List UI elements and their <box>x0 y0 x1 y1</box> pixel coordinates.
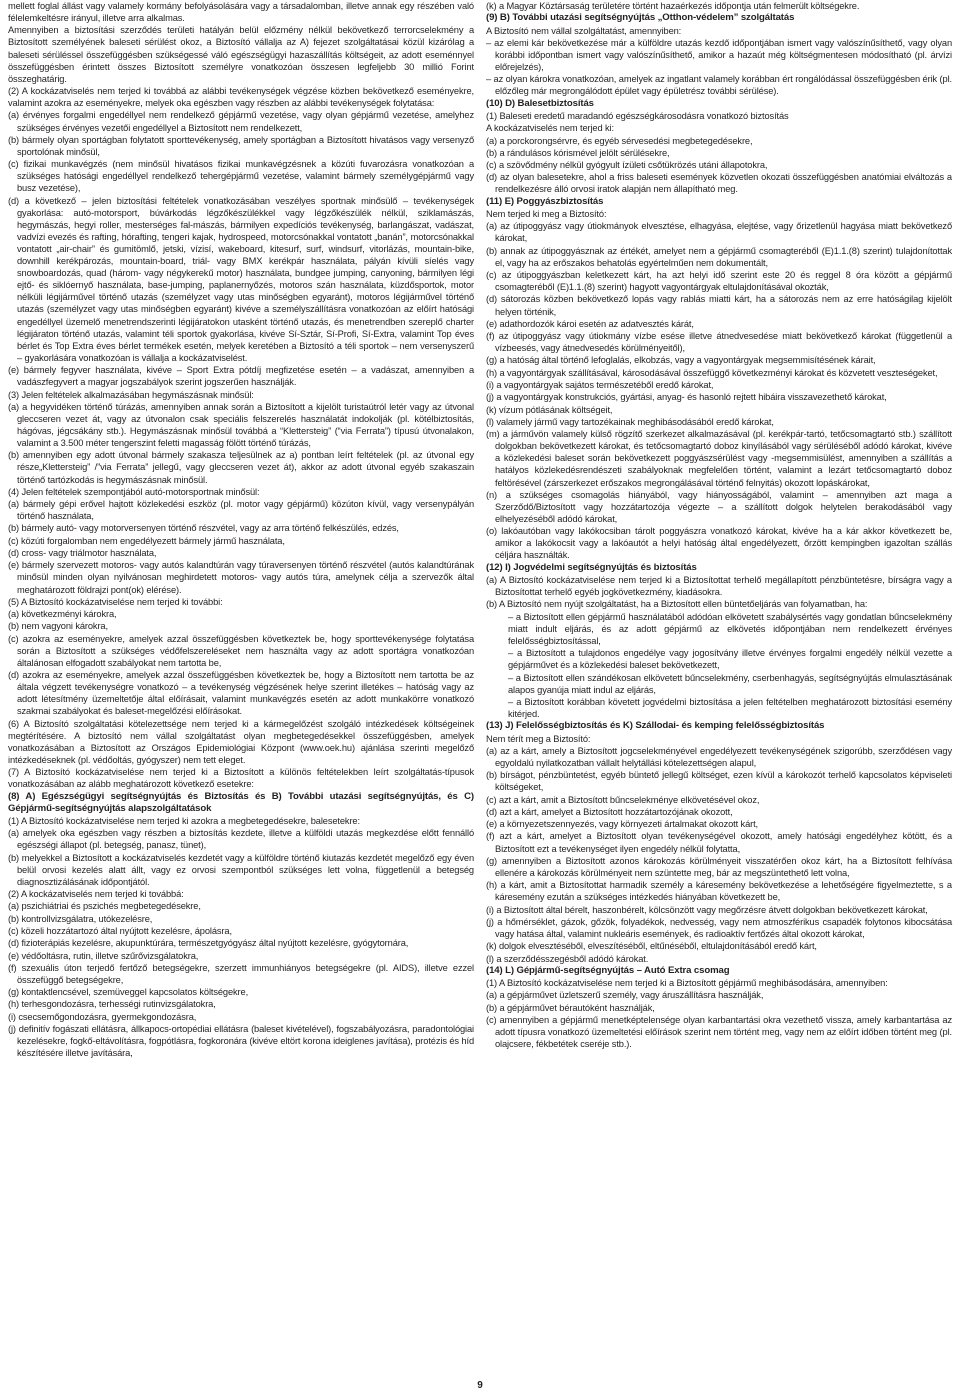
paragraph: (6) A Biztosító szolgáltatási kötelezettsége nem terjed ki a kármegelőzést szolgáló intézkedések költségeinek megtérítésére. A biztosító nem vállal szolgáltatást olyan megbetegedésekkel összefüggésben, amelyek vonatkozásában a Biztosított az Országos Epidemiológiai Központ (www.oek.hu) ajánlása szerinti megelőző intézkedéseknek (pl. védőoltás, gyógyszer) nem tett eleget. <box>8 718 474 765</box>
section-heading: (9) B) További utazási segítségnyújtás „Otthon-védelem” szolgáltatás <box>486 12 795 24</box>
paragraph: – az elemi kár bekövetkezése már a külföldre utazás kezdő időpontjában ismert vagy valószínűsíthető, vagy olyan korábbi időpontban ismert vagy valószínűsíthető, amikor a hazaút még költségmentesen módosítható (pl. árvízi előrejelzés), <box>486 37 952 73</box>
section-heading: (13) J) Felelősségbiztosítás és K) Szállodai- és kemping felelősségbiztosítás <box>486 720 825 732</box>
left-column <box>8 0 474 1059</box>
paragraph: (1) Baleseti eredetű maradandó egészségkárosodásra vonatkozó biztosítás <box>486 110 789 121</box>
paragraph: (b) annak az útipoggyásznak az értékét, amelyet nem a gépjármű csomagteréből (E)1.1.(8) szerint) tulajdonítottak el, vagy ha az erőszakos behatolás egyértelműen nem dokumentált, <box>486 245 952 268</box>
paragraph: (b) bármely olyan sportágban folytatott sporttevékenység, amely sportágban a Biztosított hivatásos vagy versenyző sportolónak minősül, <box>8 134 474 157</box>
paragraph: (c) fizikai munkavégzés (nem minősül hivatásos fizikai munkavégzésnek a közúti fuvarozásra vonatkozóan a szükséges hatósági engedéllyel rendelkező tehergépjármű vezetése, valamint bármely személygépjármű vagy busz vezetése), <box>8 159 474 194</box>
paragraph: (h) terhesgondozásra, terhességi rutinvizsgálatokra, <box>8 999 216 1010</box>
section-heading: (8) A) Egészségügyi segítségnyújtás és Biztosítás és B) További utazási segítségnyújtás, és C) Gépjármű-segítségnyújtás alapszolgáltatások <box>8 790 474 814</box>
paragraph: (k) dolgok elvesztéséből, elveszítéséből, eltűnéséből, eltulajdonításából eredő kárt, <box>486 941 817 952</box>
paragraph: (b) nem vagyoni károkra, <box>8 621 108 632</box>
paragraph: (j) definitív fogászati ellátásra, állkapocs-ortopédiai ellátásra (baleset kivételével), fogszabályozásra, paradontológiai kezelésekre, fogkő-eltávolításra, fogpótlásra, fogkoronára (kivéve eltört korona ideiglenes javítása), protézis és híd készítésére illetve javítására, <box>8 1024 474 1059</box>
page-number: 9 <box>477 1380 483 1391</box>
paragraph: A Biztosító nem vállal szolgáltatást, amennyiben: <box>486 25 682 36</box>
paragraph: (d) fizioterápiás kezelésre, akupunktúrára, természetgyógyász által nyújtott kezelésre, gyógytornára, <box>8 938 409 949</box>
paragraph: (d) sátorozás közben bekövetkező lopás vagy rablás miatti kárt, ha a sátorozás nem az erre hatóságilag kijelölt helyen történik, <box>486 294 952 317</box>
paragraph: (f) az útipoggyász vagy útiokmány vízbe esése illetve átnedvesedése miatt bekövetkező károkat (függetlenül a vízbeesés, vagy átnedvesedés körülményeitől), <box>486 331 952 354</box>
section-heading: (11) E) Poggyászbiztosítás <box>486 195 604 207</box>
paragraph: (c) közeli hozzátartozó által nyújtott kezelésre, ápolásra, <box>8 925 232 936</box>
paragraph: (c) az útipoggyászban keletkezett kárt, ha azt helyi idő szerint este 20 és reggel 8 óra között a gépjármű csomagteréből (E)1.1.(8) szerint) hagyott vagyontárgyak eltulajdonításával okozták, <box>486 270 952 293</box>
paragraph: (1) A Biztosító kockázatviselése nem terjed ki azokra a megbetegedésekre, balesetekre: <box>8 815 360 826</box>
paragraph: (a) érvényes forgalmi engedéllyel nem rendelkező gépjármű vezetése, vagy olyan gépjármű vezetése, amelyhez szükséges érvényes vezetői engedéllyel a Biztosított nem rendelkezett, <box>8 110 474 133</box>
paragraph: (b) amennyiben egy adott útvonal bármely szakasza teljesülnek az a) pontban leírt feltételek (pl. az útvonal egy része„Klettersteig” /”via Ferrata” jellegű, vagy gleccseren vezet át), akkor az adott útvonal egyéb szakaszain történő tartózkodás is hegymászásnak minősül. <box>8 450 474 485</box>
paragraph: Amennyiben a biztosítási szerződés területi hatályán belül előzmény nélkül bekövetkező terrorcselekmény a Biztosított személyének baleseti sérülést okoz, a Biztosító vállalja az A) fejezet szolgáltatásai közül kizárólag a baleseti sérüléssel összefüggésben szükségessé váló egészségügyi hazaszállítás költségeit, az adott eseménnyel összefüggésben érintett összes Biztosított személyre vonatkozóan összesen legfeljebb 30 millió Forint összeghatárig. <box>8 25 474 84</box>
paragraph: (g) amennyiben a Biztosított azonos károkozás körülményeit visszatérően okoz kárt, ha a Biztosított felhívása ellenére a károkozás körülményeit nem szüntette meg, bár az megszüntethető lett volna, <box>486 855 952 878</box>
section-heading: (12) I) Jogvédelmi segítségnyújtás és biztosítás <box>486 561 697 573</box>
paragraph: (a) amelyek oka egészben vagy részben a biztosítás kezdete, illetve a külföldi utazás megkezdése előtt fennálló egészségi állapot (pl. betegség, panasz, tünet), <box>8 828 474 851</box>
paragraph: (j) a vagyontárgyak konstrukciós, gyártási, anyag- és hasonló rejtett hibáira visszavezethető károkat, <box>486 392 887 403</box>
paragraph: (2) A kockázatviselés nem terjed ki továbbá az alábbi tevékenységek végzése közben bekövetkező eseményekre, valamint azokra az eseményekre, melyek oka egészben vagy részben az alábbi tevékenységek folytatása: <box>8 86 474 109</box>
paragraph: (k) vízum pótlásának költségeit, <box>486 404 613 415</box>
paragraph: (e) védőoltásra, rutin, illetve szűrővizsgálatokra, <box>8 950 199 961</box>
paragraph: (a) következményi károkra, <box>8 609 117 620</box>
paragraph: (b) a gépjárművet bérautóként használják, <box>486 1002 655 1013</box>
paragraph: Nem térít meg a Biztosító: <box>486 733 591 744</box>
paragraph: (a) bármely gépi erővel hajtott közlekedési eszköz (pl. motor vagy gépjármű) közúton kívül, vagy versenypályán történő használata, <box>8 499 474 522</box>
paragraph: (n) a szükséges csomagolás hiányából, vagy hiányosságából, valamint – amennyiben azt maga a Szerződő/Biztosított vagy hozzátartozója végezte – a szállított dolgok helytelen berakodásából vagy elhelyezéséből adódó károkat, <box>486 489 952 524</box>
paragraph: (i) csecsemőgondozásra, gyermekgondozásra, <box>8 1011 197 1022</box>
paragraph: – a Biztosított a tulajdonos engedélye vagy jogosítvány illetve érvényes forgalmi engedély nélkül vezette a gépjárművet és a közlekedési baleset bekövetkezett, <box>508 648 952 671</box>
paragraph: (a) a porckorongsérvre, és egyéb sérvesedési megbetegedésekre, <box>486 135 753 146</box>
paragraph: (d) azt a kárt, amelyet a Biztosított hozzátartozójának okozott, <box>486 806 733 817</box>
paragraph: (c) a szövődmény nélkül gyógyult ízületi csőtükrözés utáni állapotokra, <box>486 160 768 171</box>
paragraph: (l) valamely jármű vagy tartozékainak meghibásodásából eredő károkat, <box>486 416 774 427</box>
paragraph: (f) azt a kárt, amelyet a Biztosított olyan tevékenységével okozott, amely hatósági engedélyhez kötött, és a Biztosított ezt a tevékenységet ilyen engedély nélkül folytatta, <box>486 831 952 854</box>
paragraph: (i) a Biztosított által bérelt, haszonbérelt, kölcsönzött vagy megőrzésre átvett dolgokban bekövetkezett károkat, <box>486 904 928 915</box>
paragraph: mellett foglal állást vagy valamely kormány befolyásolására vagy a társadalomban, illetve annak egy részében való félelemkeltésre irányul, illetve arra alkalmas. <box>8 1 474 24</box>
paragraph: (a) pszichiátriai és pszichés megbetegedésekre, <box>8 901 201 912</box>
paragraph: (c) amennyiben a gépjármű menetképtelensége olyan karbantartási okra vezethető vissza, amely karbantartása az adott típusra vonatkozó üzemeltetési előírások szerint nem történt meg, vagy nem az előírt időben történt meg (pl. olajcsere, fékbetétek cseréje stb.). <box>486 1014 952 1050</box>
paragraph: – az olyan károkra vonatkozóan, amelyek az ingatlant valamely korábban ért rongálódással összefüggésben érik (pl. előzőleg már megrongálódott épület vagy épületrész további sérülése). <box>486 74 952 97</box>
paragraph: (d) az olyan balesetekre, ahol a friss baleseti események közvetlen okozati összefüggésben anatómiai elváltozás a rendelkezésre álló orvosi iratok alapján nem állapítható meg. <box>486 172 952 195</box>
paragraph: – a Biztosított ellen gépjármű használatából adódóan elkövetett szabálysértés vagy gondatlan bűncselekmény miatt indult eljárás, és az adott gépjármű az elkövetés időpontjában nem rendelkezett érvényes felelősségbiztosítással, <box>508 611 952 646</box>
paragraph: (a) A Biztosító kockázatviselése nem terjed ki a Biztosítottat terhelő megállapított pénzbüntetésre, bírságra vagy a Biztosítottat terhelő egyéb jogkövetkezmény, kiadásokra. <box>486 575 952 598</box>
paragraph: (h) a kárt, amit a Biztosítottat harmadik személy a káresemény bekövetkezése a lehetőségére figyelmeztette, s a káresemény ezután a szükséges intézkedés hiányában következett be, <box>486 880 952 903</box>
paragraph: (a) a hegyvidéken történő túrázás, amennyiben annak során a Biztosított a kijelölt turistaútról letér vagy az útvonal gleccseren vezet át, vagy az útvonalon csak speciális felszerelés használatát indokolják (pl. kötélbiztosítás, hágóvas, jégcsákány stb.). Hegymászásnak minősül továbbá a “Klettersteig” (“via Ferrata”) típusú útvonalakon, valamint a 3.500 méter tengerszint feletti magasság fölött történő túrázás, <box>8 401 474 449</box>
paragraph: (o) lakóautóban vagy lakókocsiban tárolt poggyászra vonatkozó károkat, kivéve ha a kár akkor következett be, amikor a lakókocsit vagy a lakóautót a helyi hatóság által engedélyezett, őrzött kempingben igazoltan szállás céljára használták. <box>486 526 952 561</box>
paragraph: (h) a vagyontárgyak szállításával, károsodásával összefüggő következményi károkat és közvetett veszteségeket, <box>486 367 938 378</box>
paragraph: (e) bármely fegyver használata, kivéve – Sport Extra pótdíj megfizetése esetén – a vadászat, amennyiben a vadászfegyvert a magyar jogszabályok szerint jogszerűen használják. <box>8 365 474 388</box>
paragraph: (e) adathordozók károi esetén az adatvesztés kárát, <box>486 318 694 329</box>
paragraph: (4) Jelen feltételek szempontjából autó-motorsportnak minősül: <box>8 486 260 497</box>
paragraph: (d) a következő – jelen biztosítási feltételek vonatkozásában veszélyes sportnak minősülő – tevékenységek gyakorlása: autó-motorsport, búvárkodás légzőkészülékkel vagy légzőkészülék nélkül, sziklamászás, hegymászás, hegyi roller, mesterséges fal-mászás, bármilyen expedíciós tevékenység, barlangászat, vadászat, vadvízi evezés és rafting, hórafting, tengeri kajak, hydrospeed, motorcsónakkal vontatott „banán”, motorcsónakkal vontatott „air-chair” és gumitömlő, jetski, vízisí, wakeboard, kitesurf, surf, windsurf, vitorlázás, mountain-bike, downhill kerékpározás, mountain-board, triál- vagy BMX kerékpár használata, pályán kívüli síelés vagy snowboardozás, quad (három- vagy négykerekű motor) használata, bundgee jumping, canyoning, bármilyen légi ejtő- és siklóernyő használata, base-jumping, paplanernyőzés, motoros szán használata, küzdősportok, motor nélküli légijárművel történő utazás (személyzet vagy utas minőségben egyaránt), motoros légijárművel történő utazás (személyzet vagy utas minőségben egyaránt) kivéve a személyszállításra vonatkozóan az előírt hatósági engedéllyel üzemelő menetrendszerinti légijáratokon utasként történő utazás, és menetrendben szereplő charter légijáraton történő utazás, valamint téli sportok gyakorlása, kivéve Sí-Sztár, Sí-Profi, Sí-Extra, valamint Top éves bérlet és Top Extra éves bérlet termékek esetén, melyek keretében a Biztosító a téli sportok – nem versenyszerű – gyakorlására vonatkozóan is vállalja a kockázatviselést. <box>8 195 474 363</box>
paragraph: (b) melyekkel a Biztosított a kockázatviselés kezdetét vagy a külföldre történő kiutazás kezdetét megelőző egy éven belül orvosi kezelés alatt állt, vagy ez orvosi szempontból szükséges lett volna, függetlenül a betegség diagnosztizálásának időpontjától. <box>8 852 474 887</box>
paragraph: (g) kontaktlencsével, szemüveggel kapcsolatos költségekre, <box>8 987 249 998</box>
paragraph: (b) a rándulásos kórismével jelölt sérülésekre, <box>486 147 670 158</box>
paragraph: (a) az a kárt, amely a Biztosított jogcselekményével engedélyezett tevékenységének szigorúbb, szerződésen vagy egyoldalú nyilatkozatban vállalt helytállási kötelezettségen alapul, <box>486 745 952 768</box>
paragraph: (b) bármely autó- vagy motorversenyen történő részvétel, vagy az arra történő felkészülés, edzés, <box>8 523 399 534</box>
paragraph: (c) közúti forgalomban nem engedélyezett bármely jármű használata, <box>8 535 285 546</box>
paragraph: (5) A Biztosító kockázatviselése nem terjed ki további: <box>8 596 223 607</box>
paragraph: – a Biztosított ellen szándékosan elkövetett bűncselekmény, cserbenhagyás, segítségnyújtás elmulasztásának alapos gyanúja miatt indul az eljárás, <box>508 672 952 695</box>
paragraph: (c) azokra az eseményekre, amelyek azzal összefüggésben következtek be, hogy sporttevékenysége folytatása során a Biztosított a szükséges védőfelszereléseket nem használta vagy az adott sportágra vonatkozóan általánosan elfogadott szabályokat nem tartotta be, <box>8 633 474 668</box>
paragraph: (a) az útipoggyász vagy útiokmányok elvesztése, elhagyása, elejtése, vagy őrizetlenül hagyása miatt bekövetkező károkat, <box>486 221 952 244</box>
paragraph: (7) A Biztosító kockázatviselése nem terjed ki a Biztosított a különös feltételekben leírt szolgáltatás-típusok vonatkozásában az alább meghatározott következő esetekre: <box>8 767 474 790</box>
paragraph: (b) A Biztosító nem nyújt szolgáltatást, ha a Biztosított ellen büntetőeljárás van folyamatban, ha: <box>486 599 868 610</box>
paragraph: (c) azt a kárt, amit a Biztosított bűncselekménye elkövetésével okoz, <box>486 794 760 805</box>
paragraph: (i) a vagyontárgyak sajátos természetéből eredő károkat, <box>486 380 714 391</box>
paragraph: (3) Jelen feltételek alkalmazásában hegymászásnak minősül: <box>8 389 254 400</box>
paragraph: (e) a környezetszennyezés, vagy környezeti ártalmakat okozott kárt, <box>486 819 759 830</box>
paragraph: (f) szexuális úton terjedő fertőző betegségekre, szerzett immunhiányos betegségekre (pl. AIDS), illetve ezzel összefüggő betegségekre, <box>8 962 474 985</box>
paragraph: (k) a Magyar Köztársaság területére történt hazaérkezés időpontja után felmerült költségekre. <box>486 1 860 11</box>
paragraph: (b) kontrollvizsgálatra, utókezelésre, <box>8 913 153 924</box>
paragraph: (b) bírságot, pénzbüntetést, egyéb büntető jellegű költséget, ezen kívül a károkozót terhelő kapcsolatos képviseleti költségeket, <box>486 770 952 793</box>
paragraph: (g) a hatóság által történő lefoglalás, elkobzás, vagy a vagyontárgyak megsemmisítésének kárait, <box>486 355 876 366</box>
paragraph: A kockázatviselés nem terjed ki: <box>486 123 614 134</box>
section-heading: (14) L) Gépjármű-segítségnyújtás – Autó Extra csomag <box>486 964 730 976</box>
section-heading: (10) D) Balesetbiztosítás <box>486 97 594 109</box>
paragraph: (1) A Biztosító kockázatviselése nem terjed ki a Biztosított gépjármű meghibásodására, amennyiben: <box>486 978 888 989</box>
paragraph: (d) azokra az eseményekre, amelyek azzal összefüggésben következtek be, hogy a Biztosított nem tartotta be az általa végzett tevékenységre vonatkozó – a tevékenység végzésének helye szerint illetékes – hatóság vagy az adott létesítmény üzemeltetője által előírásait, valamint munkavégzés esetén az adott munkakörre vonatkozó szakmai szabályokat és baleset-megelőzési előírásokat. <box>8 670 474 717</box>
paragraph: (j) a hőmérséklet, gázok, gőzök, folyadékok, nedvesség, vagy nem atmoszférikus csapadék folytonos kibocsátása vagy hatása által, valamint nukleáris események, és radioaktív fertőzés által okozott károkat, <box>486 916 952 939</box>
right-column <box>486 0 952 1050</box>
paragraph: (2) A kockázatviselés nem terjed ki továbbá: <box>8 889 184 900</box>
paragraph: (e) bármely szervezett motoros- vagy autós kalandtúrán vagy túraversenyen történő részvétel (autós kalandtúrának minősül minden olyan nyilvánosan meghirdetett motoros- vagy autós túra, amelynek célja a szervezők által meghatározott földrajzi pont(ok) elérése). <box>8 560 474 595</box>
paragraph: Nem terjed ki meg a Biztosító: <box>486 209 607 220</box>
paragraph: (a) a gépjárművet üzletszerű személy, vagy áruszállításra használják, <box>486 990 764 1001</box>
paragraph: (l) a szerződésszegésből adódó károkat. <box>486 953 649 964</box>
paragraph: (m) a járművön valamely külső rögzítő szerkezet alkalmazásával (pl. kerékpár-tartó, tetőcsomagtartó stb.) szállított dolgokban bekövetkezett károkat, és tetőcsomagtartó doboz kinyílásából vagy sérüléséből adódó károkat, kivéve a közlekedési baleset során bekövetkezett poggyászsérülést vagy -megsemmisülést, amennyiben a szállítás a hatályos közlekedésrendészeti szabályoknak megfelelően történt, valamint a lezárt tetőcsomagtartó doboz feltörésével (zárszerkezet erőszakos megrongálásával történő felnyitás) okozott lopáskárokat, <box>486 429 952 488</box>
paragraph: (d) cross- vagy triálmotor használata, <box>8 548 157 559</box>
paragraph: – a Biztosított korábban követett jogvédelmi biztosítása a jelen feltételben meghatározott biztosítási esemény kitérjed. <box>508 696 952 719</box>
